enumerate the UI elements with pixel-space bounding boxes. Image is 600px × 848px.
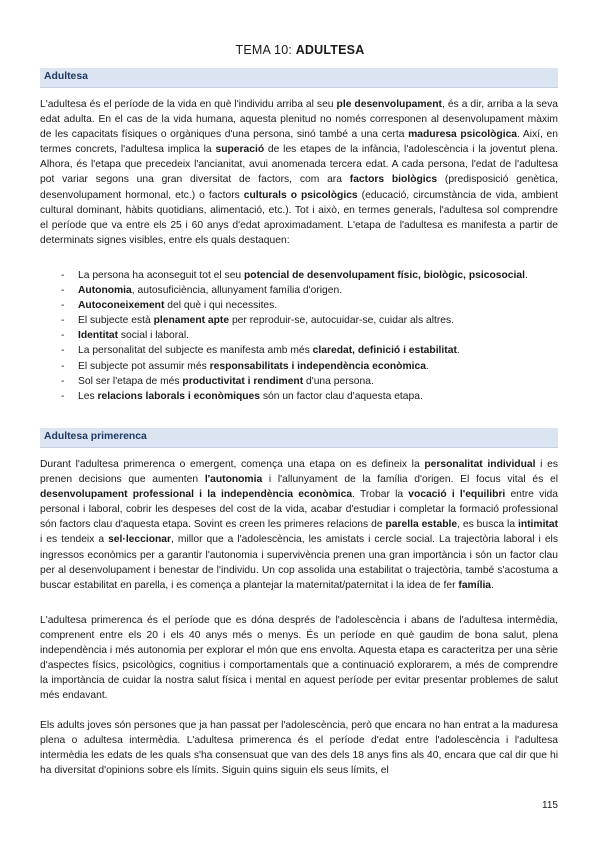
early-adulthood-paragraph-2: L'adultesa primerenca és el període que es dóna després de l'adolescència i abans de l'adultesa intermèdia, comprenent entre els 20 i els 40 anys més o menys. És un període en què gaudim de bona salut, plena independència i més autonomia per explorar el món que ens envolta. Aquesta etapa es caracteritza per una sèrie d'aspectes físics, psicològics, cognitius i comportamentals que a continuació explorarem, a més de comprendre la importància de cuidar la nostra salut física i mental en aquest període per evitar presentar problemes de salut més endavant. [40, 615, 558, 702]
page-title-prefix: TEMA 10: [235, 43, 296, 57]
characteristics-list [40, 268, 558, 404]
list-item: - Autonomia, autosuficiència, allunyament família d'origen. [61, 285, 343, 297]
list-item: - Les relacions laborals i econòmiques són un factor clau d'aquesta etapa. [61, 390, 423, 402]
list-item: - El subjecte pot assumir més responsabilitats i independència econòmica. [61, 360, 429, 372]
page-number: 115 [542, 800, 558, 811]
early-adulthood-paragraph-3: Els adults joves són persones que ja han passat per l'adolescència, però que encara no han entrat a la maduresa plena o adultesa intermèdia. L'adultesa primerenca és el període d'edat entre l'adolescència i l'adultesa intermèdia les edats de les quals s'ha consensuat que van des dels 18 anys fins als 40, encara que cal dir que hi ha diversitat d'opinions sobre els límits. Siguin quins siguin els seus límits, el [40, 720, 558, 777]
section-heading-adultesa-primerenca: Adultesa primerenca [40, 428, 558, 448]
page-title [0, 43, 600, 57]
list-item: - Identitat social i laboral. [61, 330, 190, 342]
list-item: - Autoconeixement del què i qui necessites. [61, 300, 278, 312]
intro-paragraph: L'adultesa és el període de la vida en què l'individu arriba al seu ple desenvolupament, és a dir, arriba a la seva edat adulta. En el cas de la vida humana, aquesta plenitud no només corresponen al desenvolupament màxim de les capacitats físiques o orgàniques d'una persona, sinó també a una certa maduresa psicològica. Així, en termes concrets, l'adultesa implica la superació de les etapes de la infància, l'adolescència i la joventut plena. Alhora, és l'etapa que precedeix l'ancianitat, avui anomenada tercera edat. A cada persona, l'edat de l'adultesa pot variar segons una gran diversitat de factors, com ara factors biològics (predisposició genètica, desenvolupament hormonal, etc.) o factors culturals o psicològics (educació, circumstància de vida, ambient cultural dominant, hàbits quotidians, alimentació, etc.). Tot i això, en termes generals, l'adultesa sol comprendre el període que va entre els 25 i 60 anys d'edat aproximadament. L'etapa de l'adultesa es manifesta a partir de determinats signes visibles, entre els quals destaquen: [40, 99, 559, 246]
early-adulthood-paragraph-1: Durant l'adultesa primerenca o emergent, comença una etapa on es defineix la personalitat individual i es prenen decisions que aumenten l'autonomia i l'allunyament de la família d'origen. El focus vital és el desenvolupament professional i la independència econòmica. Trobar la vocació i l'equilibri entre vida personal i laboral, cobrir les despeses del cost de la vida, acabar d'estudiar i completar la formació professional són factors clau d'aquesta etapa. Sovint es creen les primeres relacions de parella estable, es busca la intimitat i es tendeix a sel·leccionar, millor que a l'adolescència, les amistats i cercle social. La trajectòria laboral i els ingressos econòmics per a garantir l'autonomia i supervivència prenen una gran importància i són un factor clau per al desenvolupament i benestar de l'individu. Un cop assolida una estabilitat o trajectòria, també s'acostuma a buscar estabilitat en parella, i es comença a plantejar la maternitat/paternitat i la idea de fer família. [40, 459, 559, 591]
list-item: - La personalitat del subjecte es manifesta amb més claredat, definició i estabilitat. [61, 345, 460, 357]
list-item: - Sol ser l'etapa de més productivitat i rendiment d'una persona. [61, 375, 374, 387]
list-item: - La persona ha aconseguit tot el seu potencial de desenvolupament físic, biològic, psicosocial. [61, 270, 528, 281]
section-heading-adultesa: Adultesa [40, 68, 558, 88]
page-title-bold: ADULTESA [295, 43, 365, 57]
list-item: - El subjecte està plenament apte per reproduir-se, autocuidar-se, cuidar als altres. [61, 315, 455, 327]
